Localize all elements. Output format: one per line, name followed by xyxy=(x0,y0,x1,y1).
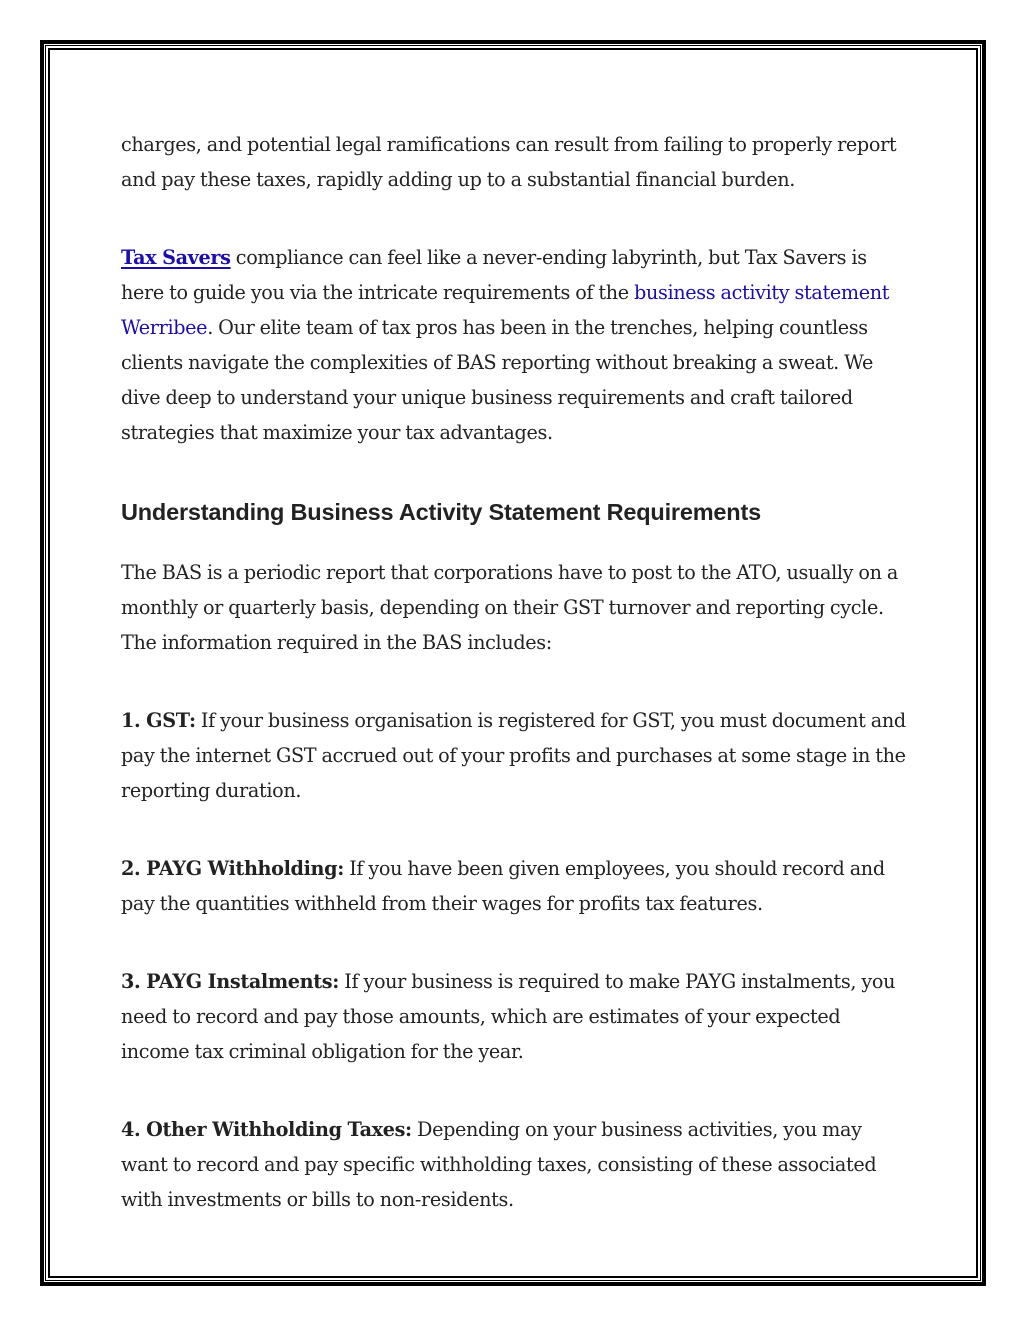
section-heading: Understanding Business Activity Statement Requirements xyxy=(121,499,761,525)
list-item-gst xyxy=(121,703,911,808)
list-item-other-withholding-taxes xyxy=(121,1112,911,1217)
list-item-text: If your business organisation is registered for GST, you must document and pay the internet GST accrued out of your profits and purchases at some stage in the reporting duration. xyxy=(121,709,906,802)
paragraph-tax-savers xyxy=(121,240,911,450)
business-activity-statement-werribee-link[interactable]: business activity statement Werribee xyxy=(121,281,890,339)
paragraph-tax-savers-text-a: compliance can feel like a never-ending labyrinth, but Tax Savers is here to guide you via the intricate requirements of the xyxy=(121,246,867,304)
paragraph-tax-savers-text-b: . Our elite team of tax pros has been in the trenches, helping countless clients navigate the complexities of BAS reporting without breaking a sweat. We dive deep to understand your unique business requirements and craft tailored strategies that maximize your tax advantages. xyxy=(121,316,873,444)
list-item-payg-withholding xyxy=(121,851,911,921)
list-item-text: If you have been given employees, you should record and pay the quantities withheld from their wages for profits tax features. xyxy=(121,857,885,915)
list-item-term: 3. PAYG Instalments: xyxy=(121,970,339,993)
paragraph-bas-intro: The BAS is a periodic report that corporations have to post to the ATO, usually on a monthly or quarterly basis, depending on their GST turnover and reporting cycle. The information required in the BAS includes: xyxy=(121,561,898,654)
list-item-payg-instalments xyxy=(121,964,911,1069)
tax-savers-link[interactable]: Tax Savers xyxy=(121,246,231,269)
list-item-term: 4. Other Withholding Taxes: xyxy=(121,1118,412,1141)
list-item-term: 2. PAYG Withholding: xyxy=(121,857,344,880)
document-body xyxy=(121,127,911,1217)
paragraph-charges: charges, and potential legal ramifications can result from failing to properly report and pay these taxes, rapidly adding up to a substantial financial burden. xyxy=(121,133,897,191)
list-item-text: Depending on your business activities, you may want to record and pay specific withholding taxes, consisting of these associated with investments or bills to non-residents. xyxy=(121,1118,877,1211)
list-item-term: 1. GST: xyxy=(121,709,196,732)
list-item-text: If your business is required to make PAYG instalments, you need to record and pay those amounts, which are estimates of your expected income tax criminal obligation for the year. xyxy=(121,970,896,1063)
